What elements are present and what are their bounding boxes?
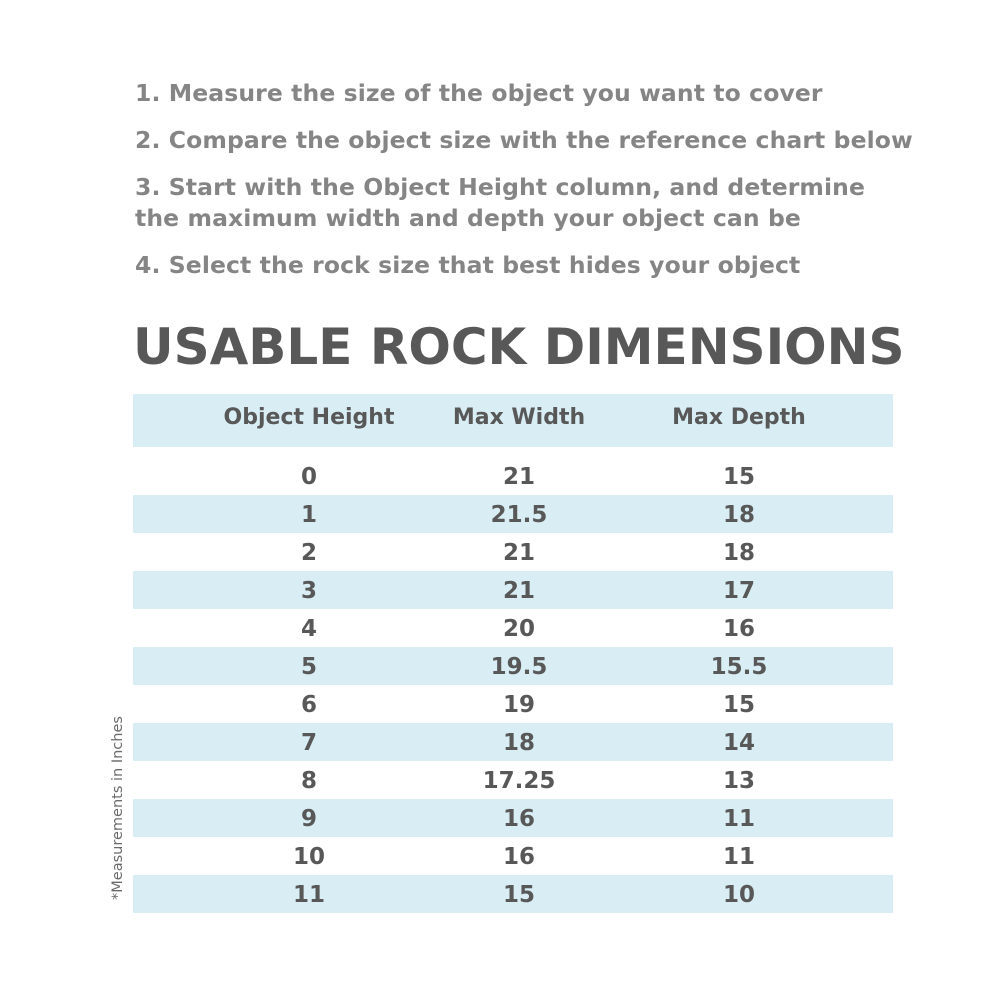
cell-max-depth: 10 [722,882,755,908]
table-row [133,723,893,761]
instruction-step-3: 3. Start with the Object Height column, and determine the maximum width and depth your object can be [135,173,866,232]
table-header-row [133,394,893,447]
table-row [133,647,893,685]
cell-max-width: 16 [502,844,535,870]
cell-object-height: 8 [300,768,317,794]
instruction-step-1: 1. Measure the size of the object you want to cover [135,79,823,107]
table-row [133,533,893,571]
cell-object-height: 4 [300,616,317,642]
cell-max-depth: 11 [722,844,755,870]
cell-max-width: 21 [502,578,535,604]
cell-max-depth: 11 [722,806,755,832]
cell-object-height: 0 [300,464,317,490]
table-row [133,495,893,533]
cell-max-depth: 17 [722,578,755,604]
measurement-footnote: *Measurements in Inches [110,716,126,900]
table-row [133,837,893,875]
table-row [133,761,893,799]
cell-max-depth: 15.5 [710,654,768,680]
cell-max-depth: 13 [722,768,755,794]
cell-max-width: 19.5 [490,654,548,680]
cell-max-width: 18 [502,730,535,756]
cell-object-height: 3 [300,578,317,604]
table-row [133,571,893,609]
cell-max-depth: 18 [722,502,755,528]
cell-max-width: 20 [502,616,535,642]
page-title: USABLE ROCK DIMENSIONS [133,318,905,376]
column-header-max-depth: Max Depth [672,405,806,430]
instructions-list [135,78,915,297]
cell-object-height: 1 [300,502,317,528]
cell-object-height: 10 [292,844,325,870]
instruction-step-4: 4. Select the rock size that best hides your object [135,251,801,279]
cell-max-depth: 16 [722,616,755,642]
cell-max-width: 19 [502,692,535,718]
cell-max-width: 21.5 [490,502,548,528]
cell-object-height: 6 [300,692,317,718]
cell-object-height: 5 [300,654,317,680]
table-row [133,875,893,913]
cell-max-width: 15 [502,882,535,908]
cell-max-width: 21 [502,464,535,490]
table-row [133,799,893,837]
table-row [133,457,893,495]
cell-max-width: 17.25 [482,768,556,794]
cell-max-width: 21 [502,540,535,566]
cell-object-height: 11 [292,882,325,908]
dimensions-table [133,394,893,913]
table-row [133,609,893,647]
cell-max-depth: 15 [722,692,755,718]
cell-max-depth: 15 [722,464,755,490]
column-header-max-width: Max Width [452,405,586,430]
cell-object-height: 9 [300,806,317,832]
cell-max-width: 16 [502,806,535,832]
table-row [133,685,893,723]
table-body [133,457,893,913]
cell-max-depth: 18 [722,540,755,566]
instruction-step-2: 2. Compare the object size with the reference chart below [135,126,913,154]
cell-object-height: 2 [300,540,317,566]
cell-max-depth: 14 [722,730,755,756]
column-header-object-height: Object Height [223,405,395,430]
cell-object-height: 7 [300,730,317,756]
